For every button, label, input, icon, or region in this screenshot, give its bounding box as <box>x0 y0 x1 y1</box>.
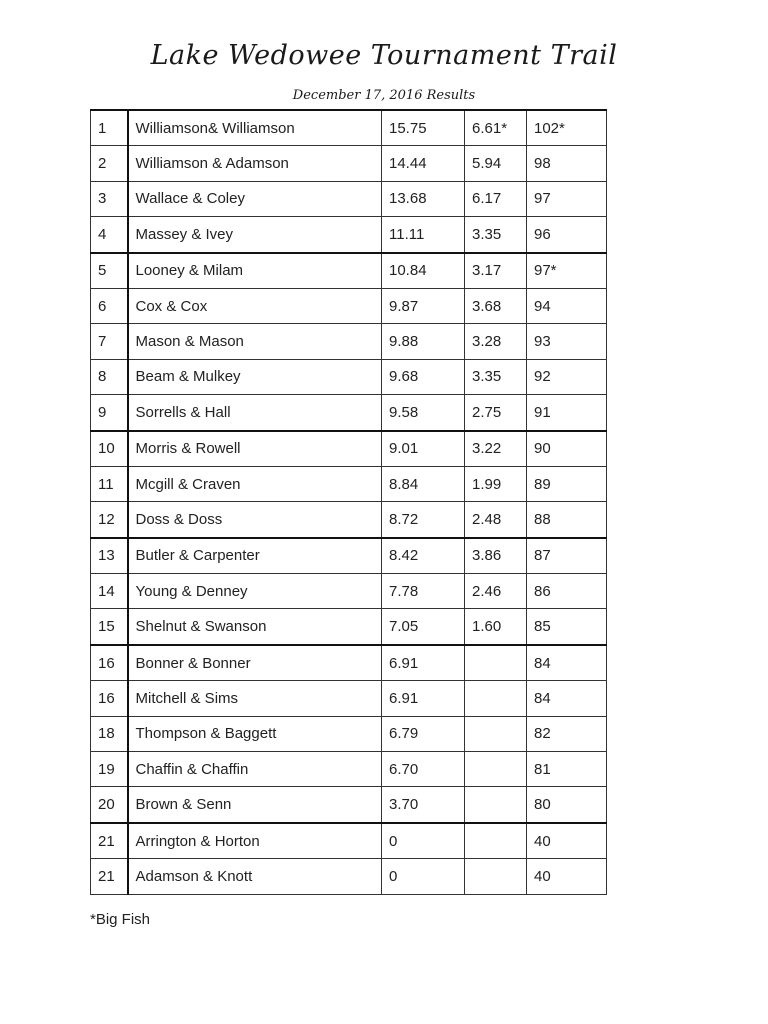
points-cell: 80 <box>527 787 607 823</box>
big-fish-cell: 2.48 <box>465 502 527 538</box>
weight-cell: 6.91 <box>382 645 465 681</box>
big-fish-cell: 1.60 <box>465 609 527 645</box>
place-cell: 19 <box>91 752 128 787</box>
points-cell: 40 <box>527 859 607 894</box>
weight-cell: 6.79 <box>382 716 465 751</box>
weight-cell: 15.75 <box>382 110 465 146</box>
table-row <box>91 823 607 859</box>
points-cell: 90 <box>527 431 607 467</box>
points-cell: 40 <box>527 823 607 859</box>
weight-cell: 13.68 <box>382 181 465 216</box>
document-title: Lake Wedowee Tournament Trail <box>150 40 618 71</box>
big-fish-cell: 2.75 <box>465 395 527 431</box>
team-cell: Brown & Senn <box>128 787 382 823</box>
table-row <box>91 645 607 681</box>
place-cell: 20 <box>91 787 128 823</box>
place-cell: 3 <box>91 181 128 216</box>
big-fish-cell <box>465 716 527 751</box>
table-row <box>91 146 607 181</box>
table-row <box>91 359 607 394</box>
big-fish-cell: 1.99 <box>465 466 527 501</box>
document-subtitle: December 17, 2016 Results <box>292 88 476 103</box>
team-cell: Doss & Doss <box>128 502 382 538</box>
weight-cell: 9.68 <box>382 359 465 394</box>
points-cell: 93 <box>527 324 607 359</box>
points-cell: 85 <box>527 609 607 645</box>
table-row <box>91 502 607 538</box>
points-cell: 89 <box>527 466 607 501</box>
place-cell: 12 <box>91 502 128 538</box>
team-cell: Adamson & Knott <box>128 859 382 894</box>
weight-cell: 6.70 <box>382 752 465 787</box>
team-cell: Williamson& Williamson <box>128 110 382 146</box>
points-cell: 91 <box>527 395 607 431</box>
team-cell: Morris & Rowell <box>128 431 382 467</box>
big-fish-cell <box>465 681 527 716</box>
place-cell: 16 <box>91 645 128 681</box>
big-fish-cell <box>465 645 527 681</box>
team-cell: Bonner & Bonner <box>128 645 382 681</box>
big-fish-cell: 3.22 <box>465 431 527 467</box>
place-cell: 18 <box>91 716 128 751</box>
table-row <box>91 752 607 787</box>
big-fish-cell: 5.94 <box>465 146 527 181</box>
points-cell: 84 <box>527 645 607 681</box>
weight-cell: 9.58 <box>382 395 465 431</box>
points-cell: 92 <box>527 359 607 394</box>
place-cell: 13 <box>91 538 128 574</box>
points-cell: 98 <box>527 146 607 181</box>
weight-cell: 9.88 <box>382 324 465 359</box>
table-row <box>91 288 607 323</box>
place-cell: 1 <box>91 110 128 146</box>
table-row <box>91 859 607 894</box>
weight-cell: 11.11 <box>382 217 465 253</box>
team-cell: Mason & Mason <box>128 324 382 359</box>
weight-cell: 0 <box>382 823 465 859</box>
points-cell: 86 <box>527 574 607 609</box>
results-table-body <box>91 110 607 894</box>
table-row <box>91 217 607 253</box>
big-fish-cell: 6.17 <box>465 181 527 216</box>
table-row <box>91 253 607 289</box>
weight-cell: 9.01 <box>382 431 465 467</box>
weight-cell: 0 <box>382 859 465 894</box>
table-row <box>91 609 607 645</box>
footnote: *Big Fish <box>90 911 151 928</box>
big-fish-cell <box>465 787 527 823</box>
table-row <box>91 538 607 574</box>
big-fish-cell <box>465 752 527 787</box>
weight-cell: 8.84 <box>382 466 465 501</box>
points-cell: 102* <box>527 110 607 146</box>
big-fish-cell: 3.35 <box>465 217 527 253</box>
team-cell: Arrington & Horton <box>128 823 382 859</box>
table-row <box>91 716 607 751</box>
team-cell: Sorrells & Hall <box>128 395 382 431</box>
place-cell: 14 <box>91 574 128 609</box>
team-cell: Williamson & Adamson <box>128 146 382 181</box>
points-cell: 84 <box>527 681 607 716</box>
place-cell: 16 <box>91 681 128 716</box>
place-cell: 9 <box>91 395 128 431</box>
table-row <box>91 395 607 431</box>
big-fish-cell <box>465 823 527 859</box>
table-row <box>91 181 607 216</box>
place-cell: 6 <box>91 288 128 323</box>
team-cell: Mcgill & Craven <box>128 466 382 501</box>
big-fish-cell: 2.46 <box>465 574 527 609</box>
place-cell: 10 <box>91 431 128 467</box>
big-fish-cell: 3.35 <box>465 359 527 394</box>
place-cell: 11 <box>91 466 128 501</box>
big-fish-cell: 3.17 <box>465 253 527 289</box>
weight-cell: 3.70 <box>382 787 465 823</box>
team-cell: Chaffin & Chaffin <box>128 752 382 787</box>
weight-cell: 10.84 <box>382 253 465 289</box>
table-row <box>91 431 607 467</box>
place-cell: 4 <box>91 217 128 253</box>
place-cell: 8 <box>91 359 128 394</box>
place-cell: 21 <box>91 859 128 894</box>
points-cell: 96 <box>527 217 607 253</box>
team-cell: Beam & Mulkey <box>128 359 382 394</box>
team-cell: Looney & Milam <box>128 253 382 289</box>
place-cell: 2 <box>91 146 128 181</box>
results-table <box>90 109 607 895</box>
points-cell: 88 <box>527 502 607 538</box>
weight-cell: 8.72 <box>382 502 465 538</box>
team-cell: Massey & Ivey <box>128 217 382 253</box>
points-cell: 94 <box>527 288 607 323</box>
team-cell: Mitchell & Sims <box>128 681 382 716</box>
big-fish-cell: 6.61* <box>465 110 527 146</box>
team-cell: Thompson & Baggett <box>128 716 382 751</box>
table-row <box>91 574 607 609</box>
table-row <box>91 110 607 146</box>
table-row <box>91 787 607 823</box>
team-cell: Butler & Carpenter <box>128 538 382 574</box>
weight-cell: 9.87 <box>382 288 465 323</box>
points-cell: 82 <box>527 716 607 751</box>
big-fish-cell: 3.86 <box>465 538 527 574</box>
team-cell: Cox & Cox <box>128 288 382 323</box>
big-fish-cell <box>465 859 527 894</box>
place-cell: 5 <box>91 253 128 289</box>
points-cell: 97* <box>527 253 607 289</box>
team-cell: Young & Denney <box>128 574 382 609</box>
place-cell: 21 <box>91 823 128 859</box>
table-row <box>91 324 607 359</box>
weight-cell: 6.91 <box>382 681 465 716</box>
weight-cell: 7.05 <box>382 609 465 645</box>
table-row <box>91 466 607 501</box>
table-row <box>91 681 607 716</box>
team-cell: Wallace & Coley <box>128 181 382 216</box>
big-fish-cell: 3.28 <box>465 324 527 359</box>
place-cell: 7 <box>91 324 128 359</box>
big-fish-cell: 3.68 <box>465 288 527 323</box>
points-cell: 81 <box>527 752 607 787</box>
points-cell: 87 <box>527 538 607 574</box>
weight-cell: 14.44 <box>382 146 465 181</box>
weight-cell: 8.42 <box>382 538 465 574</box>
place-cell: 15 <box>91 609 128 645</box>
team-cell: Shelnut & Swanson <box>128 609 382 645</box>
points-cell: 97 <box>527 181 607 216</box>
weight-cell: 7.78 <box>382 574 465 609</box>
